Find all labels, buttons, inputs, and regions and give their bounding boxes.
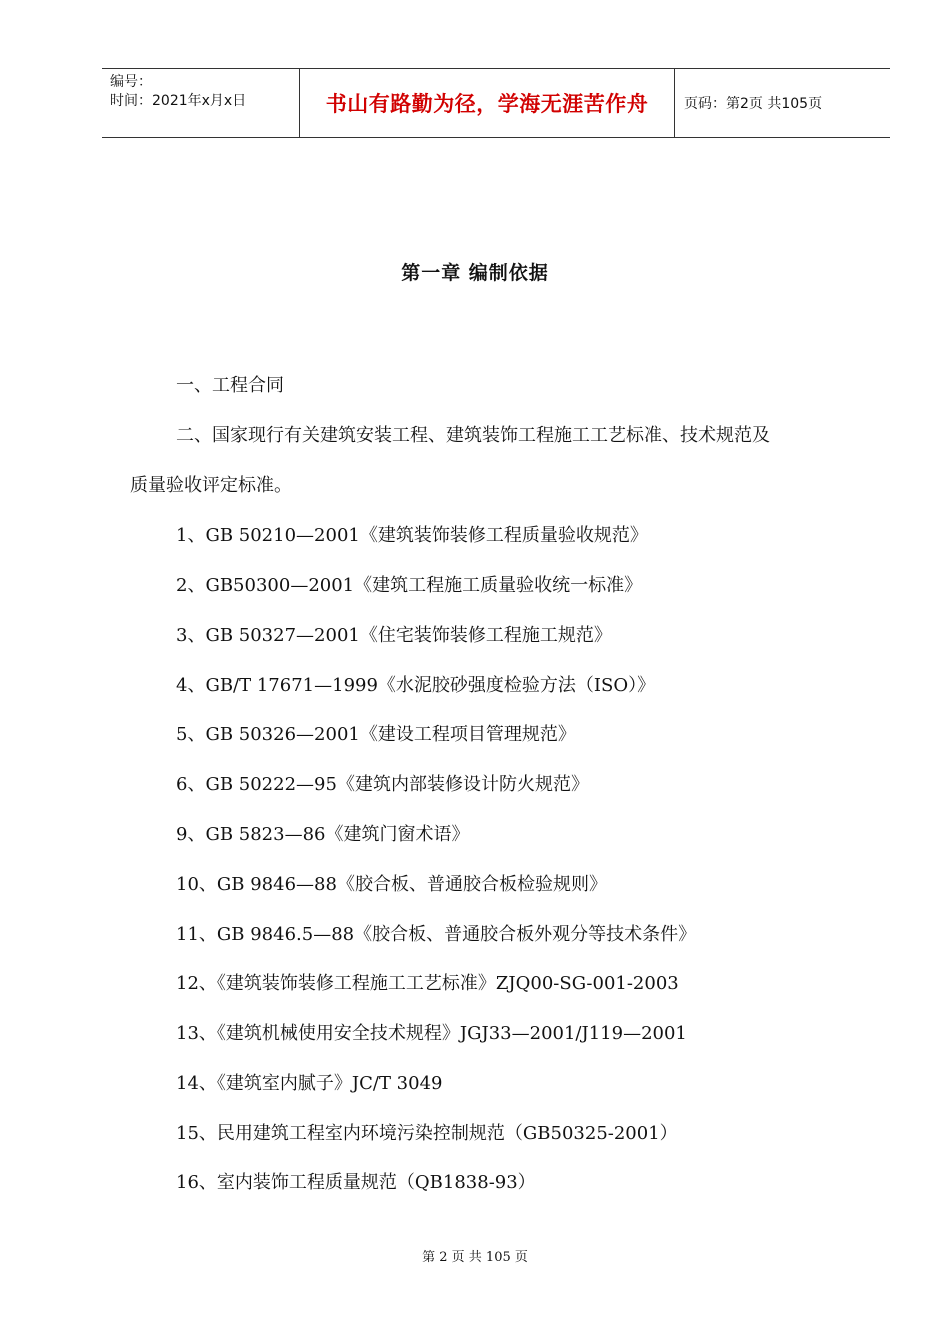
standard-item: 1、GB 50210—2001《建筑装饰装修工程质量验收规范》 xyxy=(176,525,648,546)
standard-item: 5、GB 50326—2001《建设工程项目管理规范》 xyxy=(176,724,576,745)
header-motto: 书山有路勤为径，学海无涯苦作舟 xyxy=(300,69,675,137)
standard-item: 13、《建筑机械使用安全技术规程》JGJ33—2001/J119—2001 xyxy=(176,1023,687,1044)
header-meta xyxy=(102,69,300,137)
standard-item: 14、《建筑室内腻子》JC/T 3049 xyxy=(176,1073,443,1094)
standard-item: 6、GB 50222—95《建筑内部装修设计防火规范》 xyxy=(176,774,589,795)
section-item-2-line-2: 质量验收评定标准。 xyxy=(130,475,292,496)
standard-item: 4、GB/T 17671—1999《水泥胶砂强度检验方法（ISO）》 xyxy=(176,675,656,696)
section-item-2-line-1: 二、国家现行有关建筑安装工程、建筑装饰工程施工工艺标准、技术规范及 xyxy=(176,425,770,446)
number-label: 编号： xyxy=(110,74,152,90)
standard-item: 2、GB50300—2001《建筑工程施工质量验收统一标准》 xyxy=(176,575,643,596)
chapter-title: 第一章 编制依据 xyxy=(401,262,549,284)
standard-item: 16、室内装饰工程质量规范（QB1838-93） xyxy=(176,1172,536,1193)
standard-item: 10、GB 9846—88《胶合板、普通胶合板检验规则》 xyxy=(176,874,607,895)
time-label: 时间：2021年x月x日 xyxy=(110,93,247,109)
standard-item: 9、GB 5823—86《建筑门窗术语》 xyxy=(176,824,470,845)
standard-item: 15、民用建筑工程室内环境污染控制规范（GB50325-2001） xyxy=(176,1123,678,1144)
header-table xyxy=(102,68,890,138)
standard-item: 11、GB 9846.5—88《胶合板、普通胶合板外观分等技术条件》 xyxy=(176,924,697,945)
section-item-1: 一、工程合同 xyxy=(176,375,284,396)
header-page-info: 页码：第2页 共105页 xyxy=(684,96,823,112)
page-footer: 第 2 页 共 105 页 xyxy=(422,1250,528,1265)
standard-item: 12、《建筑装饰装修工程施工工艺标准》ZJQ00-SG-001-2003 xyxy=(176,973,679,994)
standard-item: 3、GB 50327—2001《住宅装饰装修工程施工规范》 xyxy=(176,625,612,646)
